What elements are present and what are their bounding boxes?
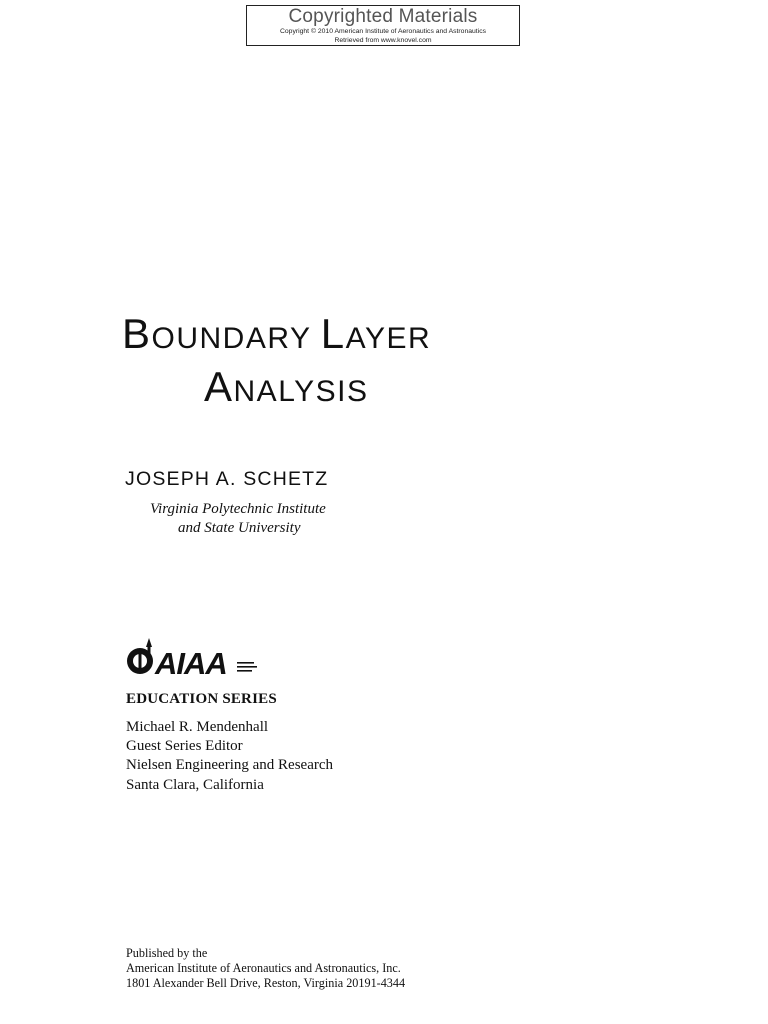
editor-role: Guest Series Editor	[126, 738, 243, 755]
copyright-stamp	[246, 5, 520, 46]
title-line-2	[204, 363, 431, 416]
stamp-copyright-line: Copyright © 2010 American Institute of Aeronautics and Astronautics	[279, 28, 486, 35]
publisher-block	[126, 946, 405, 992]
editor-organization: Nielsen Engineering and Research	[126, 757, 334, 774]
title-initial-b: B	[122, 310, 152, 357]
title-line-1	[122, 310, 431, 363]
affiliation-line-2: and State University	[178, 520, 301, 536]
publisher-line-1: Published by the	[126, 946, 208, 960]
publisher-line-2: American Institute of Aeronautics and Astronautics, Inc.	[126, 961, 401, 976]
aiaa-logo-lettering: AIAA	[155, 646, 227, 678]
book-title	[122, 310, 431, 416]
aiaa-logo-icon	[125, 634, 259, 678]
title-word-nalysis: NALYSIS	[233, 375, 369, 408]
series-label: EDUCATION SERIES	[126, 691, 277, 707]
publisher-address: 1801 Alexander Bell Drive, Reston, Virginia 20191-4344	[126, 976, 406, 991]
title-initial-l: L	[320, 310, 346, 357]
title-word-oundary: OUNDARY	[151, 322, 311, 355]
affiliation-line-1: Virginia Polytechnic Institute	[150, 501, 326, 517]
series-editor-block	[126, 718, 333, 795]
stamp-title: Copyrighted Materials	[288, 6, 478, 27]
title-word-ayer: AYER	[345, 322, 432, 355]
title-initial-a: A	[204, 363, 234, 410]
editor-location: Santa Clara, California	[126, 776, 264, 793]
author-name: JOSEPH A. SCHETZ	[125, 468, 329, 490]
editor-name: Michael R. Mendenhall	[126, 719, 269, 735]
author-affiliation	[150, 500, 326, 538]
stamp-retrieved-line: Retrieved from www.knovel.com	[334, 37, 432, 44]
